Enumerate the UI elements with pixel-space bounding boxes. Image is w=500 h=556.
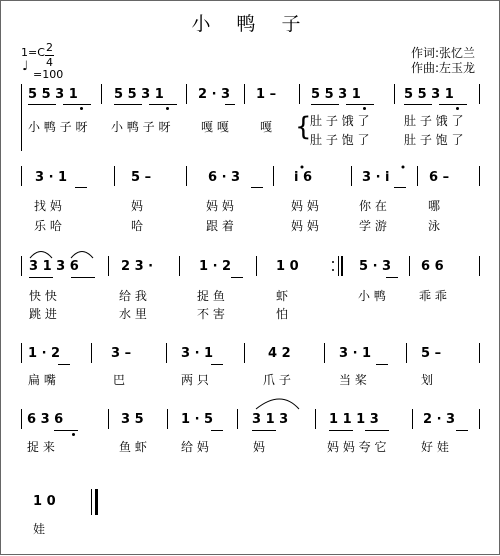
- octave-dot-above: [301, 166, 304, 169]
- measure-notes: 1 –: [256, 87, 277, 102]
- verse-brace: {: [295, 112, 312, 142]
- lyric: 乐 哈: [34, 219, 62, 233]
- lyric: 妈 妈: [291, 199, 319, 213]
- lyric: 泳: [428, 219, 441, 233]
- measure-notes: 6 6: [421, 259, 444, 274]
- lyric: 给 我: [119, 289, 147, 303]
- lyric: 跳 进: [29, 307, 57, 321]
- lyric: 你 在: [359, 199, 387, 213]
- measure-notes: 3 · 1: [339, 346, 372, 361]
- lyric: 鱼 虾: [119, 440, 147, 454]
- measure-notes: 1 1 1 3: [329, 412, 379, 427]
- time-signature-numerator: 2: [46, 41, 53, 54]
- lyric: 乖 乖: [419, 289, 447, 303]
- lyric: 妈: [131, 199, 144, 213]
- measure-notes: 1 · 5: [181, 412, 214, 427]
- notation-marks: [1, 1, 500, 556]
- lyricist-credit: 作词:张忆兰: [411, 46, 476, 60]
- lyric: 虾: [276, 289, 289, 303]
- lyric: 捉 来: [27, 440, 55, 454]
- lyric: 怕: [276, 307, 289, 321]
- measure-notes: 3 5: [121, 412, 144, 427]
- octave-dot-above: [402, 166, 405, 169]
- lyric: 哈: [131, 219, 144, 233]
- lyric: 好 娃: [421, 440, 449, 454]
- composer-credit: 作曲:左玉龙: [411, 61, 476, 75]
- lyric: 妈: [253, 440, 266, 454]
- lyric: 小 鸭 子 呀: [28, 120, 88, 134]
- lyric: 妈 妈 夸 它: [327, 440, 387, 454]
- lyric: 妈 妈: [206, 199, 234, 213]
- measure-notes: 5 5 3 1: [404, 87, 454, 102]
- lyric: 爪 子: [263, 373, 291, 387]
- lyric: 扁 嘴: [28, 373, 56, 387]
- lyric: 当 桨: [339, 373, 367, 387]
- lyric: 哪: [428, 199, 441, 213]
- lyric: 跟 着: [206, 219, 234, 233]
- lyric: 两 只: [181, 373, 209, 387]
- lyric: 肚 子 饿 了: [310, 114, 370, 128]
- measure-notes: 3 1 3: [252, 412, 289, 427]
- measure-notes: 3 · i: [362, 170, 390, 185]
- measure-notes: 5 5 3 1: [114, 87, 164, 102]
- measure-notes: 3 · 1: [35, 170, 68, 185]
- measure-notes: 5 5 3 1: [311, 87, 361, 102]
- song-title: 小 鸭 子: [191, 13, 311, 35]
- lyric: 妈 妈: [291, 219, 319, 233]
- measure-notes: 1 · 2: [199, 259, 232, 274]
- lyric: 嘎 嘎: [201, 120, 229, 134]
- lyric: 捉 鱼: [197, 289, 225, 303]
- measure-notes: 1 0: [276, 259, 299, 274]
- measure-notes: 3 1 3 6: [29, 259, 79, 274]
- key-signature: 1=C: [21, 46, 45, 59]
- slur-arc: [256, 399, 299, 409]
- measure-notes: 5 · 3: [359, 259, 392, 274]
- lyric: 巴: [113, 373, 126, 387]
- lyric: 水 里: [119, 307, 147, 321]
- measure-notes: 6 · 3: [208, 170, 241, 185]
- lyric: 肚 子 饱 了: [404, 133, 464, 147]
- measure-notes: 5 –: [421, 346, 442, 361]
- lyric: 学 游: [359, 219, 387, 233]
- lyric: 找 妈: [34, 199, 62, 213]
- quarter-note-icon: ♩: [22, 59, 29, 74]
- measure-notes: 6 –: [429, 170, 450, 185]
- lyric: 给 妈: [181, 440, 209, 454]
- measure-notes: 3 · 1: [181, 346, 214, 361]
- tempo-marking: =100: [33, 68, 64, 81]
- measure-notes: 2 · 3: [423, 412, 456, 427]
- lyric: 肚 子 饱 了: [310, 133, 370, 147]
- lyric: 嘎: [260, 120, 273, 134]
- measure-notes: i 6: [294, 170, 313, 185]
- slur-arc: [71, 252, 93, 259]
- measure-notes: 5 –: [131, 170, 152, 185]
- measure-notes: 5 5 3 1: [28, 87, 78, 102]
- lyric: 快 快: [29, 289, 57, 303]
- measure-notes: 1 0: [33, 494, 56, 509]
- measure-notes: 2 3 ·: [121, 259, 154, 274]
- lyric: 不 害: [197, 307, 225, 321]
- measure-notes: 3 –: [111, 346, 132, 361]
- lyric: 娃: [33, 522, 46, 536]
- time-signature-denominator: 4: [46, 56, 53, 69]
- measure-notes: 6 3 6: [27, 412, 64, 427]
- lyric: 小 鸭 子 呀: [111, 120, 171, 134]
- measure-notes: 2 · 3: [198, 87, 231, 102]
- slur-arc: [30, 252, 52, 259]
- lyric: 小 鸭: [358, 289, 386, 303]
- lyric: 划: [421, 373, 434, 387]
- measure-notes: 4 2: [268, 346, 291, 361]
- measure-notes: 1 · 2: [28, 346, 61, 361]
- lyric: 肚 子 饿 了: [404, 114, 464, 128]
